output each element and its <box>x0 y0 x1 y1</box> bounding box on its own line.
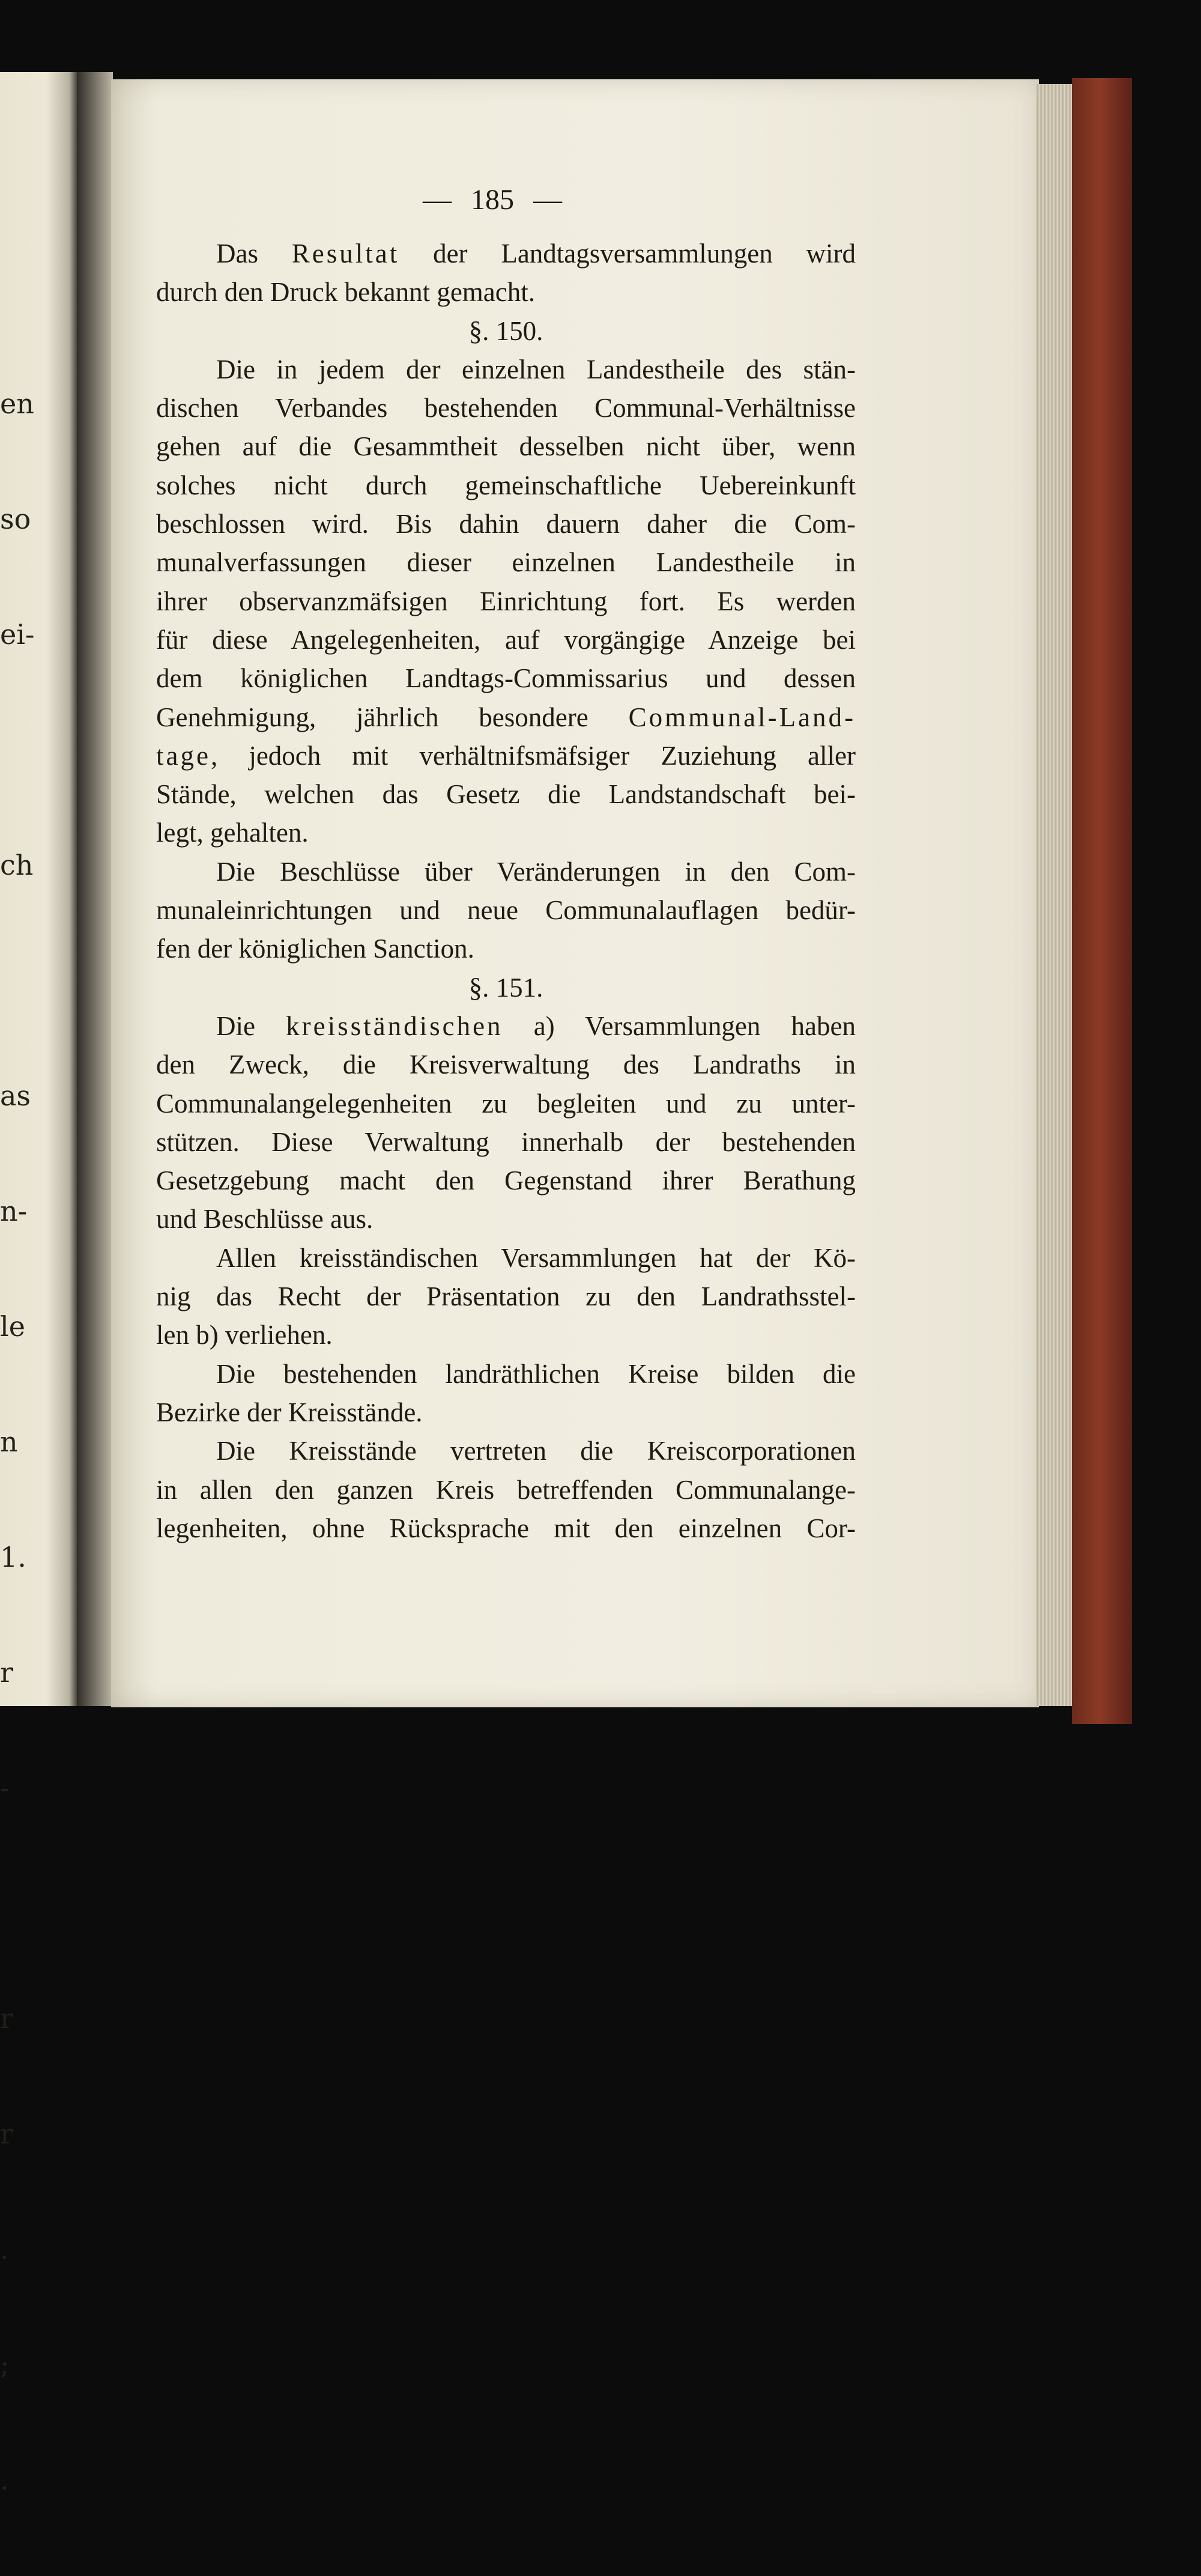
text-line: nig das Recht der Präsentation zu den Landrathsstel- <box>156 1281 856 1312</box>
text-line: Die bestehenden landräthlichen Kreise bilden die <box>216 1358 856 1389</box>
book-gutter <box>77 72 113 1706</box>
text-line: dem königlichen Landtags-Commissarius und dessen <box>156 663 856 694</box>
prev-line <box>0 961 72 1000</box>
book-cover-edge <box>1072 78 1132 1724</box>
prev-line: r <box>0 2118 13 2150</box>
text-line: beschlossen wird. Bis dahin dauern daher die Com- <box>156 509 856 539</box>
prev-line <box>0 731 72 769</box>
text-line: Die Beschlüsse über Veränderungen in den Com- <box>216 856 856 887</box>
prev-line: le <box>0 1310 25 1343</box>
prev-line: 1. <box>0 1541 26 1573</box>
text-line: für diese Angelegenheiten, auf vorgängige Anzeige bei <box>156 624 856 655</box>
prev-line: r <box>0 2002 13 2035</box>
text-line: tage, jedoch mit verhältnifsmäfsiger Zuziehung aller <box>156 740 856 771</box>
text-line: Genehmigung, jährlich besondere Communal-Land- <box>156 702 856 732</box>
prev-line: ch <box>0 849 34 881</box>
text-line: gehen auf die Gesammtheit desselben nicht über, wenn <box>156 431 856 462</box>
section-heading: §. 150. <box>468 315 543 346</box>
text-line: munalverfassungen dieser einzelnen Landestheile in <box>156 547 856 578</box>
prev-line: n <box>0 1426 18 1458</box>
text-line: Bezirke der Kreisstände. <box>156 1397 423 1427</box>
page-text <box>156 234 856 1548</box>
text-line: Die kreisständischen a) Versammlungen haben <box>216 1010 856 1041</box>
text-line: Die in jedem der einzelnen Landestheile des stän- <box>216 354 856 384</box>
text-line: in allen den ganzen Kreis betreffenden Communalange- <box>156 1474 856 1505</box>
text-line: durch den Druck bekannt gemacht. <box>156 277 536 308</box>
prev-line <box>0 1884 72 1922</box>
text-line: Das Resultat der Landtagsversammlungen wird <box>216 238 856 269</box>
text-line: Communalangelegenheiten zu begleiten und zu unter- <box>156 1088 856 1119</box>
text-line: len b) verliehen. <box>156 1320 333 1350</box>
prev-line: . <box>0 2233 9 2265</box>
prev-line: . <box>0 2464 9 2496</box>
previous-page <box>0 72 77 2496</box>
prev-line: as <box>0 1080 31 1112</box>
text-line: Stände, welchen das Gesetz die Landstandschaft bei- <box>156 779 856 810</box>
previous-page-text <box>0 308 72 2576</box>
text-line: fen der königlichen Sanction. <box>156 934 474 964</box>
text-line: solches nicht durch gemeinschaftliche Uebereinkunft <box>156 470 856 500</box>
prev-line: en <box>0 387 34 420</box>
prev-line: ; <box>0 2348 10 2381</box>
prev-line: ei- <box>0 618 35 651</box>
text-line: legt, gehalten. <box>156 818 309 848</box>
prev-line: n- <box>0 1195 28 1227</box>
text-line: Allen kreisständischen Versammlungen hat der Kö- <box>216 1242 856 1273</box>
text-line: den Zweck, die Kreisverwaltung des Landraths in <box>156 1050 856 1080</box>
text-line: dischen Verbandes bestehenden Communal-Verhältnisse <box>156 393 856 424</box>
prev-line: r <box>0 1656 13 1689</box>
text-line: Die Kreisstände vertreten die Kreiscorporationen <box>216 1436 856 1466</box>
text-line: munaleinrichtungen und neue Communalauflagen bedür- <box>156 895 856 926</box>
page-number-header: — 185 — <box>423 184 562 216</box>
text-line: legenheiten, ohne Rücksprache mit den einzelnen Cor- <box>156 1513 856 1543</box>
prev-line: so <box>0 503 31 535</box>
text-line: und Beschlüsse aus. <box>156 1204 374 1235</box>
prev-line: - <box>0 1772 10 1804</box>
section-heading: §. 151. <box>468 972 543 1003</box>
text-line: ihrer observanzmäfsigen Einrichtung fort. Es werden <box>156 586 856 616</box>
page-edges <box>1036 84 1075 1706</box>
text-line: stützen. Diese Verwaltung innerhalb der bestehenden <box>156 1126 856 1157</box>
text-line: Gesetzgebung macht den Gegenstand ihrer Berathung <box>156 1165 856 1196</box>
